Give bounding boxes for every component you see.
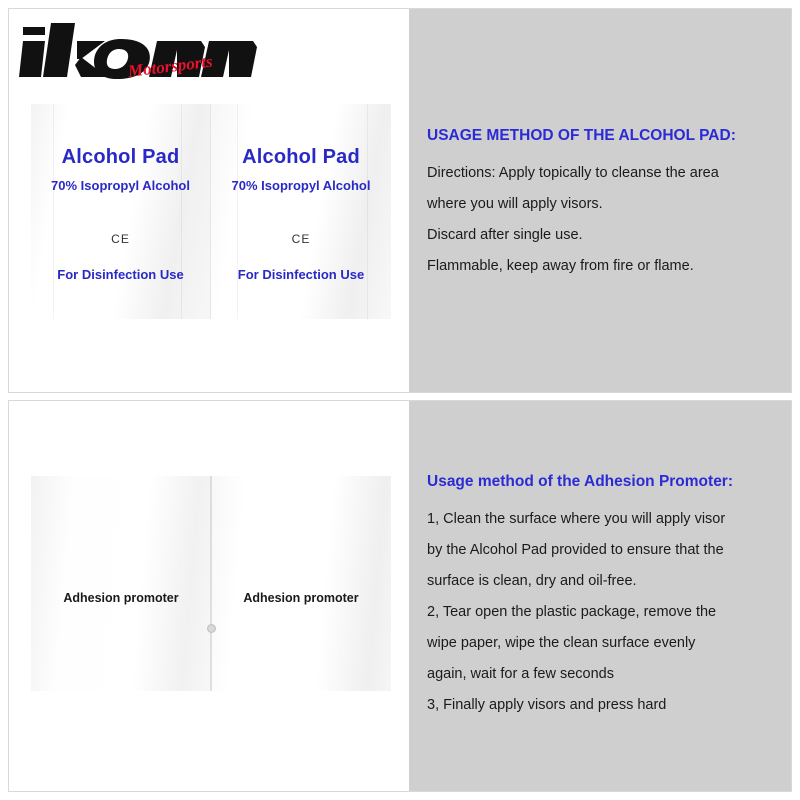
adhesion-promoter-sachet bbox=[31, 476, 211, 691]
adhesion-promoter-image-area bbox=[9, 401, 409, 791]
instruction-line: again, wait for a few seconds bbox=[427, 665, 614, 682]
adhesion-promoter-instructions-area bbox=[409, 401, 791, 791]
alcohol-pad-instructions-area bbox=[409, 9, 791, 392]
ce-mark-icon: CE bbox=[111, 232, 130, 246]
alcohol-pad-instructions bbox=[427, 127, 775, 282]
alcohol-pad-sachets bbox=[31, 104, 391, 319]
sachet-subtitle: 70% Isopropyl Alcohol bbox=[51, 178, 190, 193]
instruction-line: wipe paper, wipe the clean surface evenly bbox=[427, 634, 696, 651]
alcohol-pad-instructions-heading: USAGE METHOD OF THE ALCOHOL PAD: bbox=[427, 127, 736, 144]
adhesion-promoter-sachets bbox=[31, 476, 391, 691]
instruction-line: Flammable, keep away from fire or flame. bbox=[427, 257, 694, 274]
sachet-label: Adhesion promoter bbox=[63, 591, 179, 605]
instruction-line: 2, Tear open the plastic package, remove the bbox=[427, 603, 717, 620]
sachet-seal-dot-icon bbox=[207, 624, 216, 633]
sachet-title: Alcohol Pad bbox=[61, 146, 180, 168]
instruction-line: Directions: Apply topically to cleanse the area bbox=[427, 164, 719, 181]
ikon-motorsports-logo bbox=[19, 19, 269, 91]
alcohol-pad-image-area bbox=[9, 9, 409, 392]
sachet-crease bbox=[181, 104, 182, 319]
adhesion-promoter-instructions bbox=[427, 473, 775, 721]
instruction-line: 1, Clean the surface where you will apply visor bbox=[427, 510, 726, 527]
adhesion-promoter-sachet bbox=[211, 476, 391, 691]
sachet-crease bbox=[367, 104, 368, 319]
sachet-label: Adhesion promoter bbox=[243, 591, 359, 605]
instruction-line: by the Alcohol Pad provided to ensure that the bbox=[427, 541, 724, 558]
sachet-crease bbox=[53, 104, 54, 319]
adhesion-promoter-instructions-heading: Usage method of the Adhesion Promoter: bbox=[427, 473, 734, 490]
adhesion-promoter-panel bbox=[8, 400, 792, 792]
alcohol-pad-sachet bbox=[211, 104, 391, 319]
instruction-line: Discard after single use. bbox=[427, 226, 583, 243]
instruction-line: surface is clean, dry and oil-free. bbox=[427, 572, 637, 589]
sachet-crease bbox=[237, 104, 238, 319]
instruction-line: 3, Finally apply visors and press hard bbox=[427, 696, 667, 713]
svg-text:Motorsports: Motorsports bbox=[126, 51, 214, 81]
sachet-footer: For Disinfection Use bbox=[57, 267, 184, 282]
sachet-footer: For Disinfection Use bbox=[237, 267, 365, 282]
sachet-title: Alcohol Pad bbox=[242, 146, 360, 168]
instruction-line: where you will apply visors. bbox=[427, 195, 603, 212]
alcohol-pad-sachet bbox=[31, 104, 211, 319]
sachet-subtitle: 70% Isopropyl Alcohol bbox=[231, 178, 371, 193]
sachet-seam bbox=[210, 476, 212, 691]
alcohol-pad-panel bbox=[8, 8, 792, 393]
ce-mark-icon: CE bbox=[291, 232, 311, 246]
